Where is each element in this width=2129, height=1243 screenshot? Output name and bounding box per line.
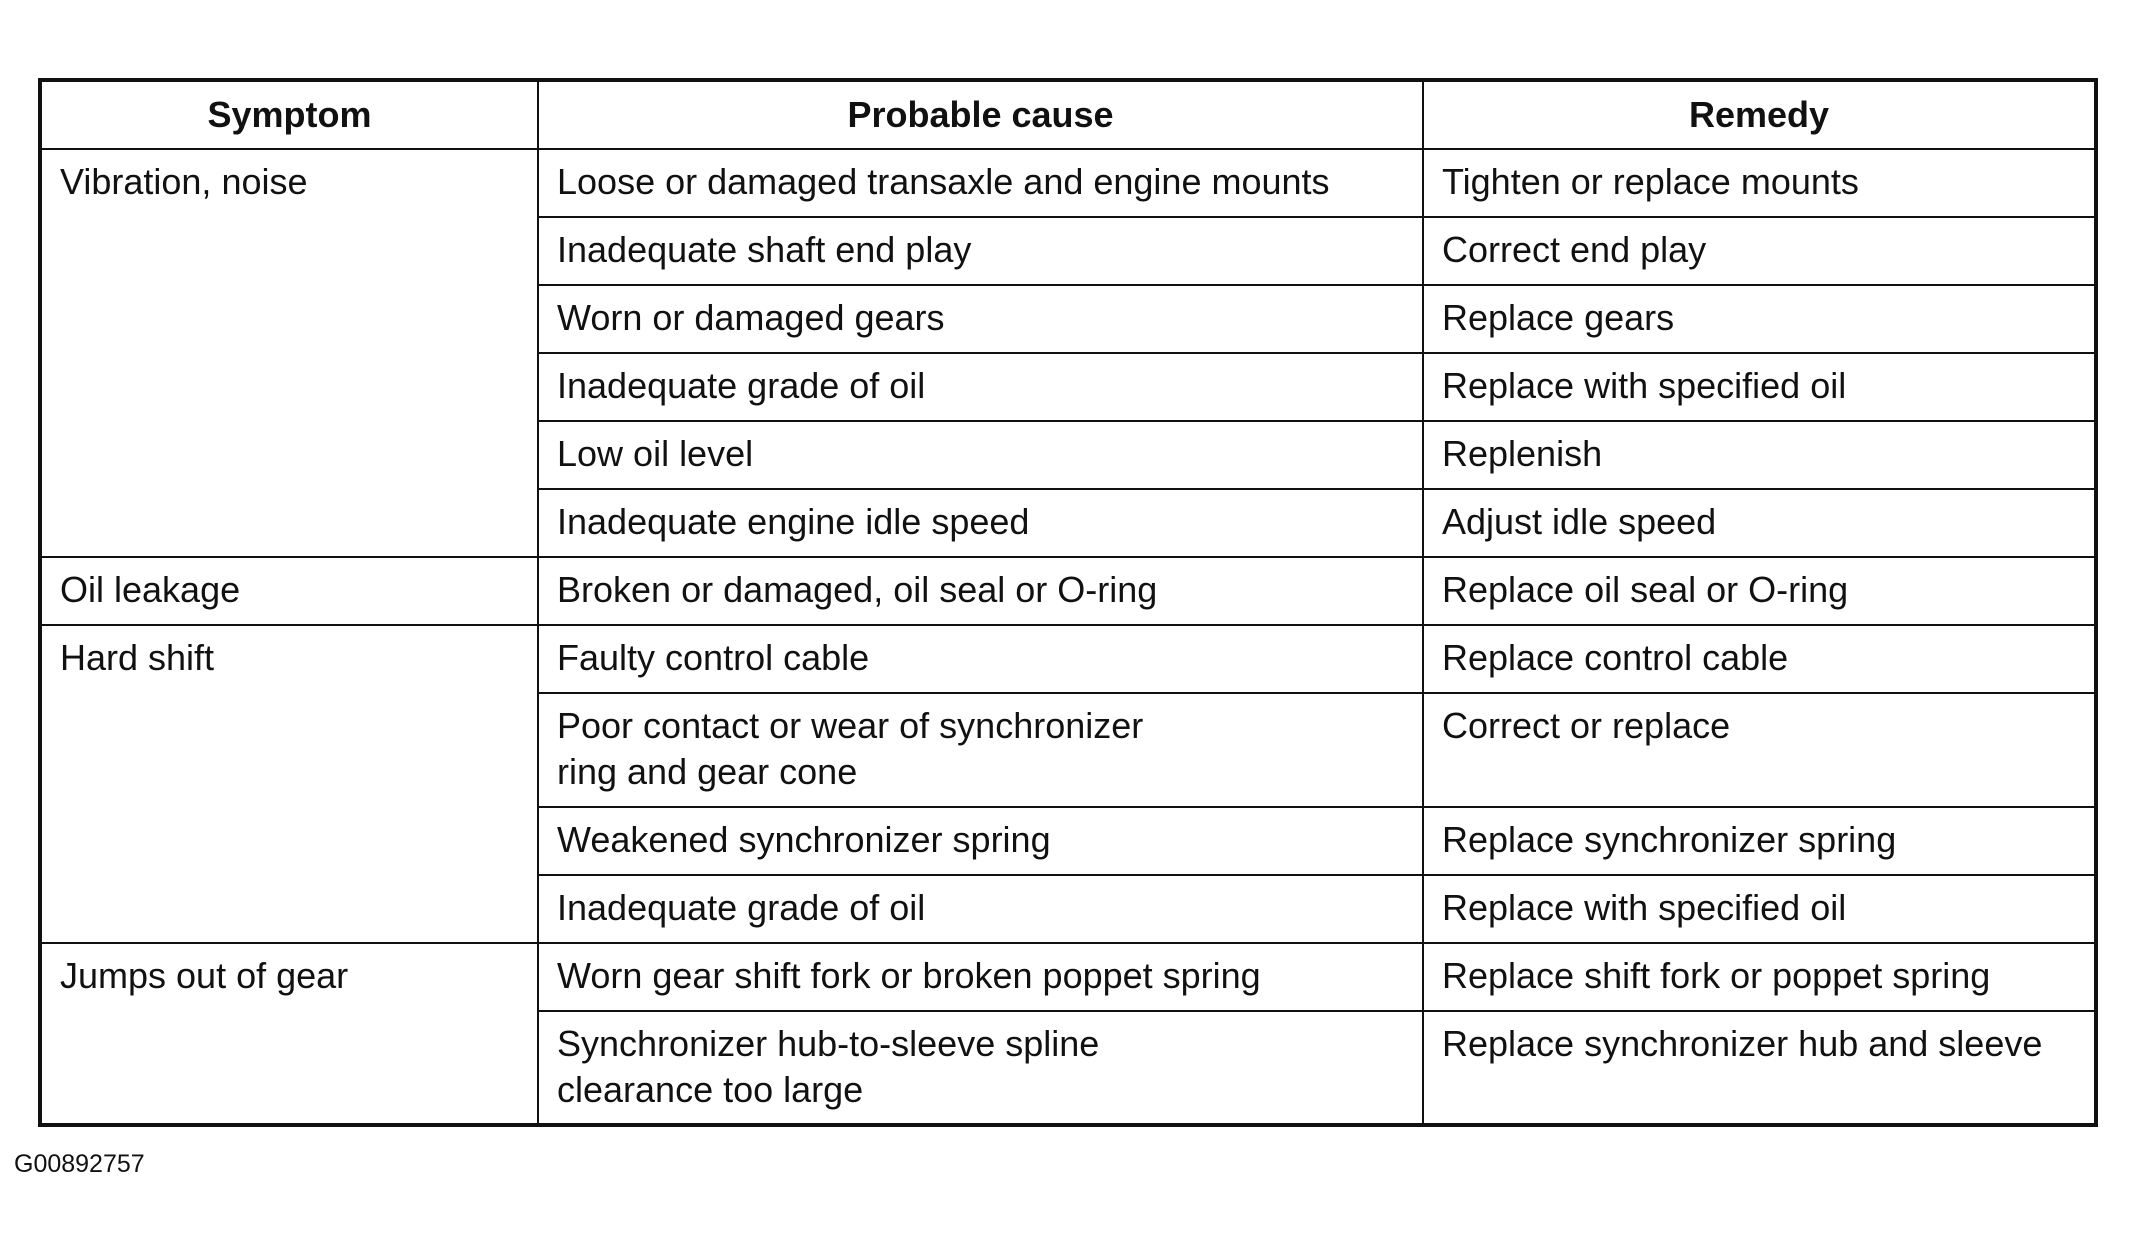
cause-cell: Weakened synchronizer spring	[538, 807, 1423, 875]
table-row	[40, 149, 2096, 217]
remedy-cell: Replenish	[1423, 421, 2096, 489]
table-row	[40, 943, 2096, 1011]
symptom-cell: Oil leakage	[40, 557, 538, 625]
cause-cell: Faulty control cable	[538, 625, 1423, 693]
cause-cell: Inadequate grade of oil	[538, 353, 1423, 421]
remedy-cell: Tighten or replace mounts	[1423, 149, 2096, 217]
cause-cell: Broken or damaged, oil seal or O-ring	[538, 557, 1423, 625]
header-probable-cause: Probable cause	[538, 80, 1423, 149]
remedy-cell: Replace with specified oil	[1423, 875, 2096, 943]
cause-cell: Inadequate engine idle speed	[538, 489, 1423, 557]
cause-cell: Worn gear shift fork or broken poppet spring	[538, 943, 1423, 1011]
cause-cell: Low oil level	[538, 421, 1423, 489]
remedy-cell: Correct end play	[1423, 217, 2096, 285]
figure-code: G00892757	[14, 1150, 145, 1178]
remedy-cell: Adjust idle speed	[1423, 489, 2096, 557]
cause-cell: Inadequate shaft end play	[538, 217, 1423, 285]
diagnosis-table-container	[38, 78, 2098, 1127]
symptom-cell: Hard shift	[40, 625, 538, 943]
symptom-cell: Jumps out of gear	[40, 943, 538, 1125]
cause-cell: Loose or damaged transaxle and engine mounts	[538, 149, 1423, 217]
cause-cell: Poor contact or wear of synchronizer ring and gear cone	[538, 693, 1423, 807]
cause-cell: Inadequate grade of oil	[538, 875, 1423, 943]
remedy-cell: Replace synchronizer spring	[1423, 807, 2096, 875]
header-symptom: Symptom	[40, 80, 538, 149]
table-row	[40, 557, 2096, 625]
remedy-cell: Replace shift fork or poppet spring	[1423, 943, 2096, 1011]
header-row	[40, 80, 2096, 149]
header-remedy: Remedy	[1423, 80, 2096, 149]
remedy-cell: Replace synchronizer hub and sleeve	[1423, 1011, 2096, 1125]
symptom-cell: Vibration, noise	[40, 149, 538, 557]
remedy-cell: Replace control cable	[1423, 625, 2096, 693]
remedy-cell: Replace with specified oil	[1423, 353, 2096, 421]
diagnosis-table	[38, 78, 2098, 1127]
remedy-cell: Replace gears	[1423, 285, 2096, 353]
cause-cell: Worn or damaged gears	[538, 285, 1423, 353]
cause-cell: Synchronizer hub-to-sleeve spline clearance too large	[538, 1011, 1423, 1125]
remedy-cell: Correct or replace	[1423, 693, 2096, 807]
table-row	[40, 625, 2096, 693]
remedy-cell: Replace oil seal or O-ring	[1423, 557, 2096, 625]
